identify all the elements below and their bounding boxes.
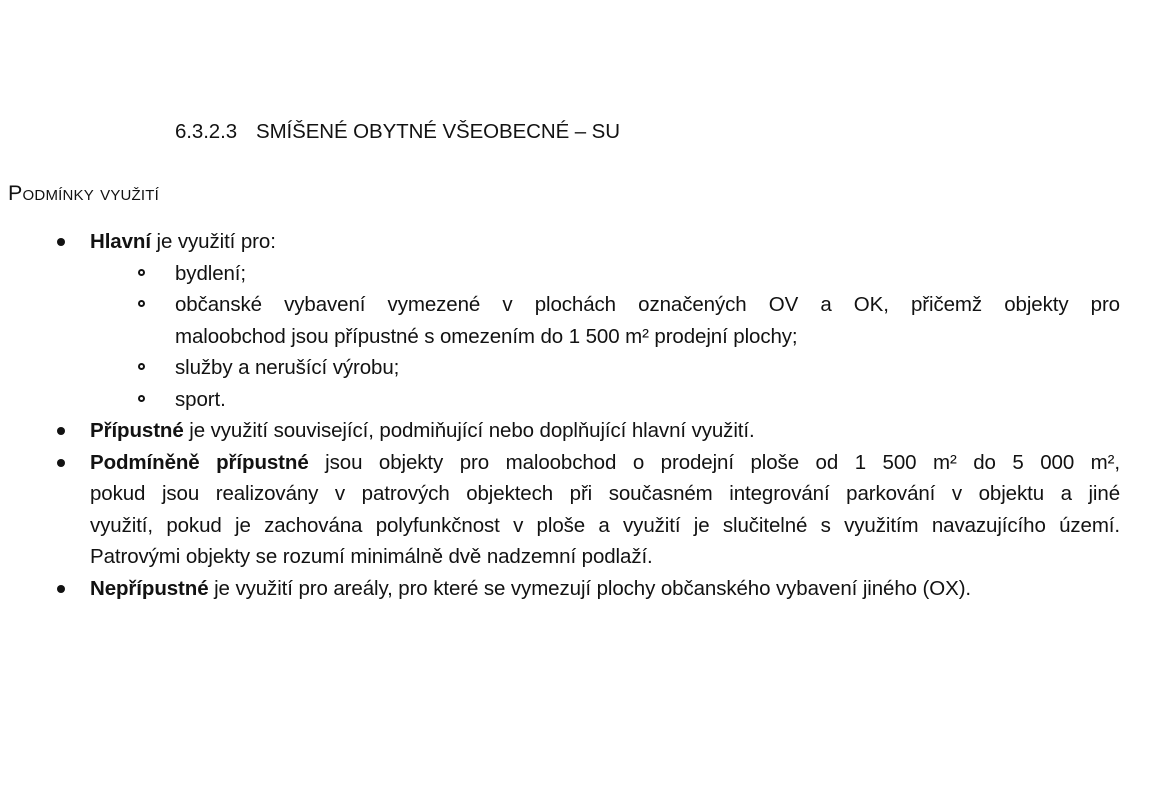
sub-item-content	[175, 289, 1120, 352]
bullet-term: Hlavní	[90, 230, 151, 253]
bullet-text	[90, 415, 1120, 447]
bullet-text	[90, 573, 1120, 605]
sub-item-obcanske-vybaveni	[90, 289, 1120, 352]
bullet-term: Přípustné	[90, 419, 184, 442]
sub-item-text: občanské vybavení vymezené v plochách označených OV a OK, přičemž objekty pro	[175, 293, 1120, 316]
bullet-text	[90, 447, 1120, 479]
bullet-text: využití, pokud je zachována polyfunkčnost v ploše a využití je slučitelné s využitím navazujícího území.	[90, 513, 1120, 537]
bullet-rest: je využití pro areály, pro které se vymezují plochy občanského vybavení jiného (OX).	[208, 576, 972, 600]
bullet-item-nepripustne	[0, 573, 1120, 605]
conditions-list	[0, 226, 1120, 604]
sub-item-sport	[90, 384, 1120, 416]
sub-item-content	[175, 384, 1120, 416]
sub-item-text: maloobchod jsou přípustné s omezením do 1 500 m² prodejní plochy;	[175, 324, 798, 348]
circle-marker-icon	[138, 384, 175, 402]
section-number: 6.3.2.3	[175, 120, 237, 143]
bullet-term: Podmíněně přípustné	[90, 450, 309, 474]
bullet-rest: je využití související, podmiňující nebo doplňující hlavní využití.	[183, 419, 755, 442]
sub-item-content	[175, 352, 1120, 384]
sub-item-text: sport.	[175, 387, 226, 411]
conditions-of-use-label: Podmínky využití	[8, 180, 160, 205]
bullet-marker-icon	[57, 226, 90, 246]
circle-marker-icon	[138, 258, 175, 276]
bullet-content	[90, 573, 1120, 605]
sub-item-sluzby	[90, 352, 1120, 384]
bullet-term: Nepřípustné	[90, 576, 209, 600]
section-heading	[0, 0, 1120, 148]
sub-item-text: bydlení;	[175, 261, 247, 285]
bullet-rest: je využití pro:	[150, 230, 276, 253]
bullet-item-podminene-pripustne	[0, 447, 1120, 573]
bullet-item-pripustne	[0, 415, 1120, 447]
bullet-item-hlavni	[0, 226, 1120, 415]
bullet-content	[90, 415, 1120, 447]
bullet-text	[90, 226, 1120, 258]
bullet-rest: jsou objekty pro maloobchod o prodejní ploše od 1 500 m² do 5 000 m²,	[308, 450, 1120, 474]
bullet-text: Patrovými objekty se rozumí minimálně dvě nadzemní podlaží.	[90, 545, 653, 568]
section-title: SMÍŠENÉ OBYTNÉ VŠEOBECNÉ – SU	[256, 120, 620, 143]
bullet-content	[90, 226, 1120, 415]
bullet-marker-icon	[57, 447, 90, 467]
sub-item-text: služby a nerušící výrobu;	[175, 356, 400, 379]
sub-item-bydleni	[90, 258, 1120, 290]
circle-marker-icon	[138, 352, 175, 370]
sub-list	[90, 258, 1120, 416]
bullet-text: pokud jsou realizovány v patrových objektech při současném integrování parkování v objektu a jiné	[90, 482, 1120, 505]
bullet-marker-icon	[57, 415, 90, 435]
circle-marker-icon	[138, 289, 175, 307]
bullet-marker-icon	[57, 573, 90, 593]
sub-item-content	[175, 258, 1120, 290]
bullet-content	[90, 447, 1120, 573]
